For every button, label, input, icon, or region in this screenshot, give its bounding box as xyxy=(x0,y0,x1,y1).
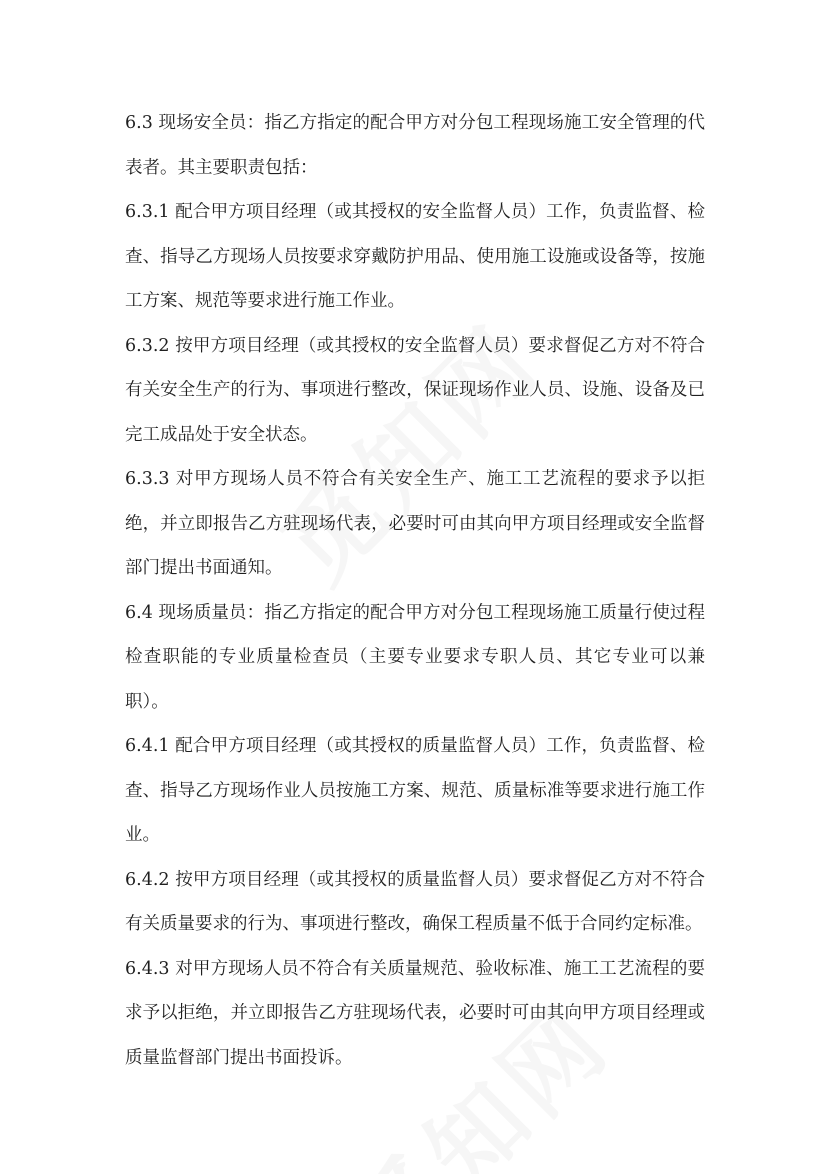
paragraph-6-4: 6.4 现场质量员：指乙方指定的配合甲方对分包工程现场施工质量行使过程检查职能的专业质量检查员（主要专业要求专职人员、其它专业可以兼职）。 xyxy=(125,602,705,712)
paragraph-6-3-3: 6.3.3 对甲方现场人员不符合有关安全生产、施工工艺流程的要求予以拒绝，并立即报告乙方驻现场代表，必要时可由其向甲方项目经理或安全监督部门提出书面通知。 xyxy=(125,469,705,578)
paragraph-6-4-1: 6.4.1 配合甲方项目经理（或其授权的质量监督人员）工作，负责监督、检查、指导乙方现场作业人员按施工方案、规范、质量标准等要求进行施工作业。 xyxy=(125,736,705,845)
document-body xyxy=(125,101,705,1080)
paragraph-6-3: 6.3 现场安全员：指乙方指定的配合甲方对分包工程现场施工安全管理的代表者。其主要职责包括： xyxy=(125,113,705,178)
paragraph-6-4-2: 6.4.2 按甲方项目经理（或其授权的质量监督人员）要求督促乙方对不符合有关质量要求的行为、事项进行整改，确保工程质量不低于合同约定标准。 xyxy=(125,869,705,934)
paragraph-6-3-2: 6.3.2 按甲方项目经理（或其授权的安全监督人员）要求督促乙方对不符合有关安全生产的行为、事项进行整改，保证现场作业人员、设施、设备及已完工成品处于安全状态。 xyxy=(125,335,705,445)
paragraph-6-4-3: 6.4.3 对甲方现场人员不符合有关质量规范、验收标准、施工工艺流程的要求予以拒绝，并立即报告乙方驻现场代表，必要时可由其向甲方项目经理或质量监督部门提出书面投诉。 xyxy=(125,958,705,1068)
paragraph-6-3-1: 6.3.1 配合甲方项目经理（或其授权的安全监督人员）工作，负责监督、检查、指导乙方现场人员按要求穿戴防护用品、使用施工设施或设备等，按施工方案、规范等要求进行施工作业。 xyxy=(125,202,705,311)
